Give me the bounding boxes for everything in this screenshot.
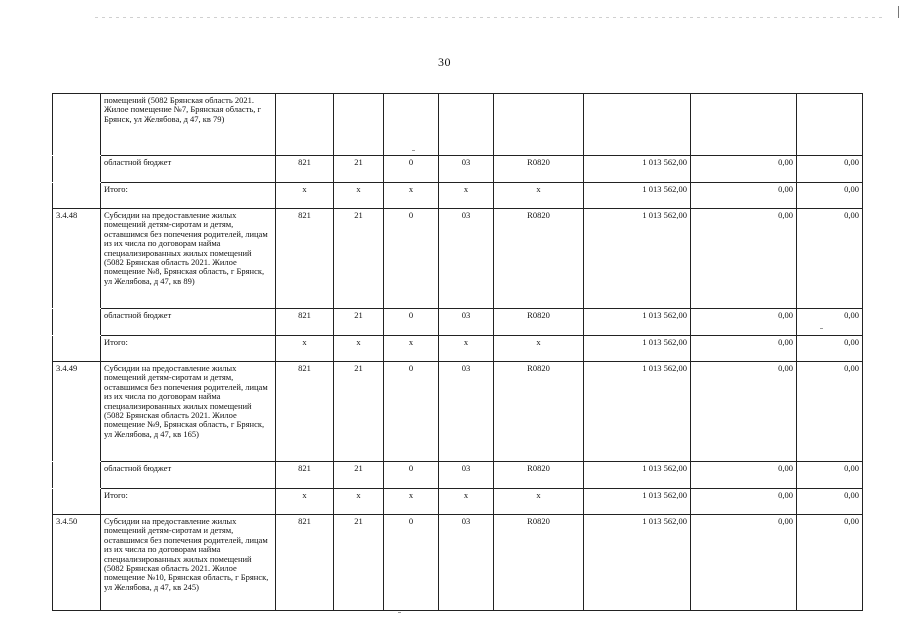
item-name: областной бюджет: [101, 156, 276, 183]
amount-2023: 0,00: [797, 183, 863, 209]
code-2: 21: [334, 362, 384, 462]
code-2: х: [334, 489, 384, 515]
table-row: [53, 489, 863, 515]
code-3: х: [384, 183, 439, 209]
amount-2021: 1 013 562,00: [584, 209, 691, 309]
code-3: х: [384, 489, 439, 515]
code-1: 821: [276, 209, 334, 309]
code-1: х: [276, 183, 334, 209]
code-4: 03: [439, 515, 494, 611]
item-number: 3.4.49: [53, 362, 101, 462]
table-row: [53, 515, 863, 611]
code-2: [334, 94, 384, 156]
amount-2021: 1 013 562,00: [584, 515, 691, 611]
amount-2022: 0,00: [691, 156, 797, 183]
scan-speck: [398, 612, 401, 613]
amount-2022: 0,00: [691, 489, 797, 515]
code-3: 0: [384, 362, 439, 462]
code-3: 0: [384, 462, 439, 489]
item-name: Итого:: [101, 489, 276, 515]
amount-2021: 1 013 562,00: [584, 183, 691, 209]
code-5: R0820: [494, 209, 584, 309]
code-2: 21: [334, 156, 384, 183]
code-2: 21: [334, 462, 384, 489]
item-number: 3.4.48: [53, 209, 101, 309]
code-1: 821: [276, 462, 334, 489]
table-row: [53, 209, 863, 309]
amount-2023: 0,00: [797, 336, 863, 362]
item-name: Субсидии на предоставление жилых помещений детям-сиротам и детям, оставшимся без попечения родителей, лицам из их числа по договорам найма специализированных жилых помещений (5082 Брянская область 2021. Жилое помещение №8, Брянская область, г Брянск, ул Желябова, д 47, кв 89): [101, 209, 276, 309]
amount-2022: 0,00: [691, 209, 797, 309]
scan-speck: [412, 150, 415, 151]
table-row: [53, 156, 863, 183]
table-row: [53, 462, 863, 489]
code-3: 0: [384, 156, 439, 183]
item-name: Субсидии на предоставление жилых помещений детям-сиротам и детям, оставшимся без попечения родителей, лицам из их числа по договорам найма специализированных жилых помещений (5082 Брянская область 2021. Жилое помещение №9, Брянская область, г Брянск, ул Желябова, д 47, кв 165): [101, 362, 276, 462]
code-4: 03: [439, 462, 494, 489]
table-row: [53, 362, 863, 462]
code-2: 21: [334, 515, 384, 611]
amount-2023: 0,00: [797, 362, 863, 462]
table-row: [53, 183, 863, 209]
table-row: [53, 336, 863, 362]
amount-2021: 1 013 562,00: [584, 156, 691, 183]
amount-2022: 0,00: [691, 336, 797, 362]
item-name: областной бюджет: [101, 462, 276, 489]
item-number: [53, 489, 101, 515]
item-name: Итого:: [101, 336, 276, 362]
amount-2023: 0,00: [797, 309, 863, 336]
budget-table: [52, 93, 863, 611]
code-1: [276, 94, 334, 156]
amount-2021: 1 013 562,00: [584, 336, 691, 362]
amount-2021: 1 013 562,00: [584, 362, 691, 462]
code-4: [439, 94, 494, 156]
code-5: R0820: [494, 309, 584, 336]
code-4: х: [439, 183, 494, 209]
code-5: R0820: [494, 156, 584, 183]
code-5: R0820: [494, 462, 584, 489]
item-name: Итого:: [101, 183, 276, 209]
code-4: 03: [439, 362, 494, 462]
code-4: 03: [439, 209, 494, 309]
amount-2023: 0,00: [797, 209, 863, 309]
amount-2023: 0,00: [797, 156, 863, 183]
item-number: 3.4.50: [53, 515, 101, 611]
code-5: R0820: [494, 515, 584, 611]
page-number: 30: [438, 55, 451, 69]
code-5: х: [494, 183, 584, 209]
amount-2023: 0,00: [797, 462, 863, 489]
code-2: 21: [334, 209, 384, 309]
code-3: 0: [384, 209, 439, 309]
code-1: х: [276, 489, 334, 515]
amount-2022: 0,00: [691, 362, 797, 462]
code-5: х: [494, 336, 584, 362]
budget-table-body: [53, 94, 863, 611]
code-1: х: [276, 336, 334, 362]
amount-2022: 0,00: [691, 309, 797, 336]
table-row: [53, 309, 863, 336]
item-name: Субсидии на предоставление жилых помещений детям-сиротам и детям, оставшимся без попечения родителей, лицам из их числа по договорам найма специализированных жилых помещений (5082 Брянская область 2021. Жилое помещение №10, Брянская область, г Брянск, ул Желябова, д 47, кв 245): [101, 515, 276, 611]
code-2: 21: [334, 309, 384, 336]
amount-2022: 0,00: [691, 462, 797, 489]
amount-2021: 1 013 562,00: [584, 309, 691, 336]
amount-2023: 0,00: [797, 489, 863, 515]
code-5: х: [494, 489, 584, 515]
scan-edge-mark: [898, 6, 899, 18]
item-name: помещений (5082 Брянская область 2021. Жилое помещение №7, Брянская область, г Брянск, ул Желябова, д 47, кв 79): [101, 94, 276, 156]
item-number: [53, 462, 101, 489]
amount-2021: 1 013 562,00: [584, 462, 691, 489]
code-5: R0820: [494, 362, 584, 462]
item-number: [53, 336, 101, 362]
item-number: [53, 156, 101, 183]
code-5: [494, 94, 584, 156]
code-1: 821: [276, 156, 334, 183]
item-number: [53, 183, 101, 209]
code-3: 0: [384, 309, 439, 336]
amount-2022: 0,00: [691, 183, 797, 209]
code-3: х: [384, 336, 439, 362]
table-row: [53, 94, 863, 156]
item-number: [53, 94, 101, 156]
scan-artifact-line: [95, 17, 885, 18]
scan-speck: [820, 328, 823, 329]
amount-2022: 0,00: [691, 515, 797, 611]
code-4: х: [439, 336, 494, 362]
amount-2021: [584, 94, 691, 156]
code-2: х: [334, 336, 384, 362]
amount-2023: 0,00: [797, 515, 863, 611]
item-number: [53, 309, 101, 336]
amount-2022: [691, 94, 797, 156]
code-3: [384, 94, 439, 156]
code-4: х: [439, 489, 494, 515]
code-3: 0: [384, 515, 439, 611]
code-4: 03: [439, 156, 494, 183]
code-1: 821: [276, 309, 334, 336]
item-name: областной бюджет: [101, 309, 276, 336]
code-1: 821: [276, 515, 334, 611]
code-4: 03: [439, 309, 494, 336]
code-2: х: [334, 183, 384, 209]
amount-2021: 1 013 562,00: [584, 489, 691, 515]
amount-2023: [797, 94, 863, 156]
code-1: 821: [276, 362, 334, 462]
